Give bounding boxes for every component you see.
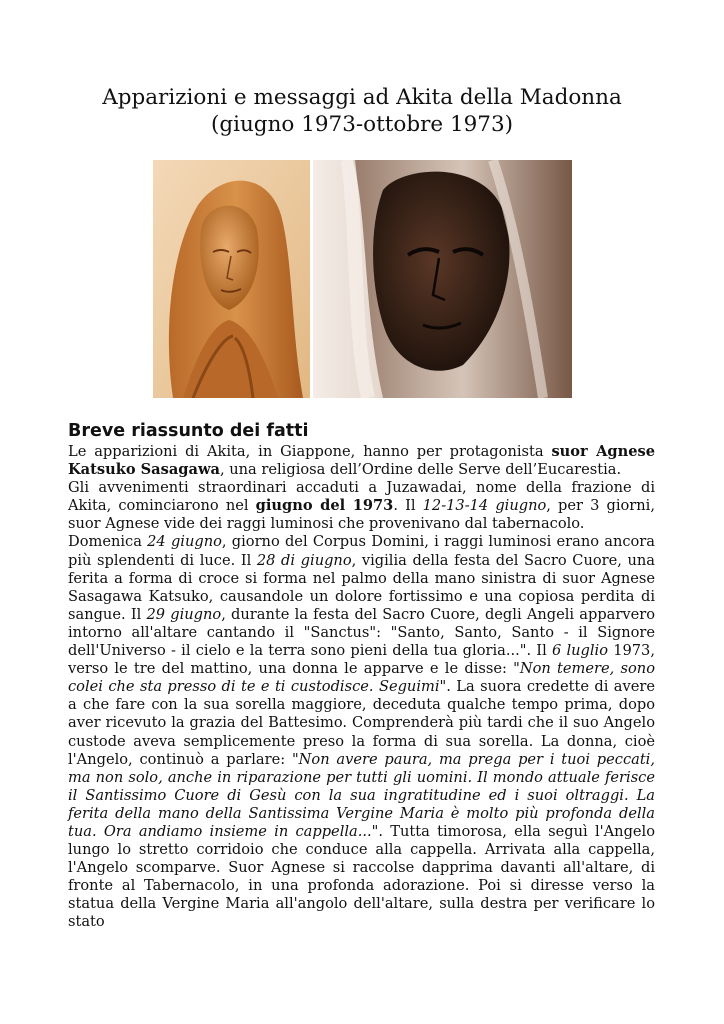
photo-strip bbox=[153, 160, 572, 398]
section-heading: Breve riassunto dei fatti bbox=[68, 421, 309, 441]
italic-date: 12-13-14 giugno bbox=[422, 497, 547, 515]
title-line-1: Apparizioni e messaggi ad Akita della Madonna bbox=[102, 85, 622, 110]
paragraph-1 bbox=[68, 443, 655, 479]
text: Domenica bbox=[68, 533, 148, 551]
italic-date: 6 luglio bbox=[551, 642, 608, 660]
paragraph-3 bbox=[68, 533, 655, 931]
italic-date: 24 giugno bbox=[147, 533, 222, 551]
bold-date: giugno del 1973 bbox=[255, 497, 394, 515]
page-title bbox=[40, 84, 684, 138]
statue-photo-right bbox=[313, 160, 572, 398]
italic-date: 29 giugno bbox=[146, 605, 222, 623]
italic-quote: "Non avere paura, ma prega per i tuoi peccati, ma non solo, anche in riparazione per tutti gli uomini. Il mondo attuale ferisce il Santissimo Cuore di Gesù con la sua ingratitudine ed i suoi oltraggi. La ferita della mano della Santissima Vergine Maria è molto più profonda della tua. Ora andiamo insieme in cappella..." bbox=[68, 750, 655, 840]
text: . Tutta timorosa, ella seguì l'Angelo lungo lo stretto corridoio che conduce alla cappella. Arrivata alla cappella, l'Angelo scomparve. Suor Agnese si raccolse dapprima davanti all'altare, di fronte al Tabernacolo, in una profonda adorazione. Poi si diresse verso la statua della Vergine Maria all'angolo dell'altare, sulla destra per verificare lo stato bbox=[68, 822, 656, 931]
text: 1973, verso le tre del mattino, una donna le apparve e le disse: bbox=[68, 642, 655, 678]
text: ". La suora credette di avere a che fare con la sua sorella maggiore, deceduta qualche tempo prima, dopo aver ricevuto la grazia del Battesimo. Comprenderà più tardi che il suo Angelo custode aveva semplicemente preso la forma di sua sorella. La donna, cioè l'Angelo, continuò a parlare: bbox=[68, 678, 656, 768]
text: , vigilia della festa del Sacro Cuore, una ferita a forma di croce si forma nel palmo della mano sinistra di suor Agnese Sasagawa Katsuko, causandole un dolore fortissimo e una copiosa perdita di sangue. Il bbox=[68, 551, 655, 623]
text: . Il bbox=[393, 497, 423, 515]
italic-quote: "Non temere, sono colei che sta presso di te e ti custodisce. Seguimi bbox=[68, 660, 655, 696]
title-line-2: (giugno 1973-ottobre 1973) bbox=[210, 112, 514, 137]
statue-photo-left bbox=[153, 160, 310, 398]
bold-name: suor Agnese Katsuko Sasagawa bbox=[68, 443, 655, 479]
statue-face-illustration-left bbox=[153, 160, 310, 398]
text: Gli avvenimenti straordinari accaduti a Juzawadai, nome della frazione di Akita, cominciarono nel bbox=[68, 479, 655, 515]
italic-date: 28 di giugno bbox=[256, 551, 352, 569]
paragraph-2 bbox=[68, 479, 655, 533]
text: , durante la festa del Sacro Cuore, degli Angeli apparvero intorno all'altare cantando il "Sanctus": "Santo, Santo, Santo - il Signore dell'Universo - il cielo e la terra sono pieni della tua gloria...". Il bbox=[68, 605, 655, 660]
text: , per 3 giorni, suor Agnese vide dei raggi luminosi che provenivano dal tabernacolo. bbox=[68, 497, 655, 533]
text: , giorno del Corpus Domini, i raggi luminosi erano ancora più splendenti di luce. Il bbox=[68, 533, 655, 569]
text: Le apparizioni di Akita, in Giappone, hanno per protagonista bbox=[68, 443, 552, 460]
article-body bbox=[68, 443, 655, 932]
text: , una religiosa dell’Ordine delle Serve dell’Eucarestia. bbox=[219, 461, 622, 479]
statue-face-illustration-right bbox=[313, 160, 572, 398]
